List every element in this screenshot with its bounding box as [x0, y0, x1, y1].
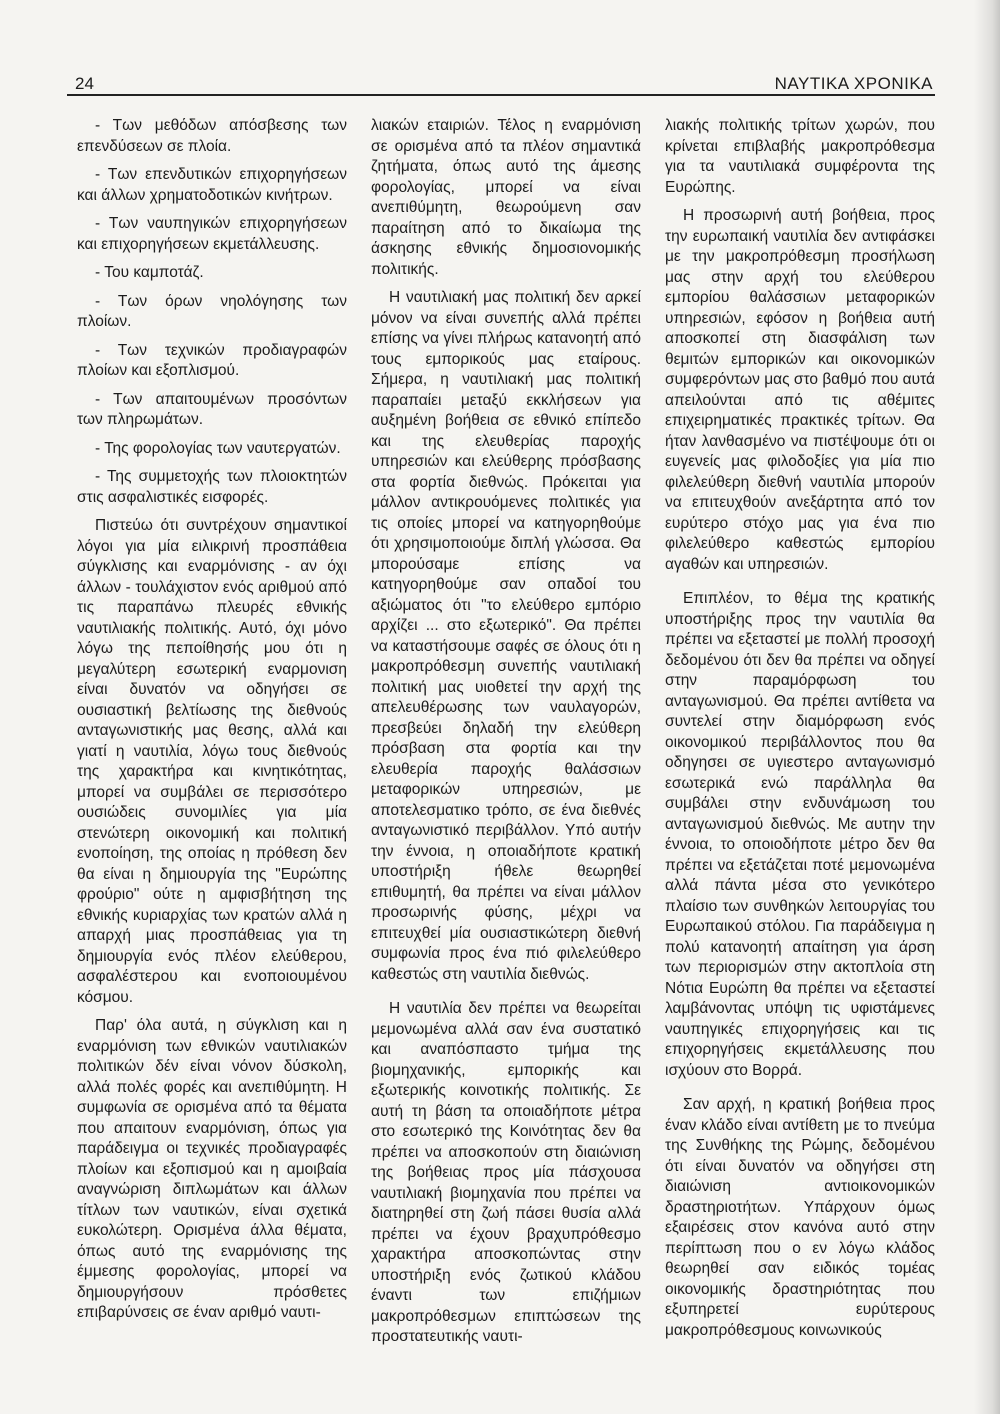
- article-body: [77, 116, 937, 1386]
- paragraph: Σαν αρχή, η κρατική βοήθεια προς έναν κλάδο είναι αντίθετη με το πνεύμα της Συνθήκης της Ρώμης, δεδομένου ότι είναι δυνατόν να οδηγήσει στη διαιώνιση αντιοικονομικών δραστηριοτήτων. Υπάρχουν όμως εξαιρέσεις στον κανόνα αυτό στην περίπτωση που ο εν λόγω κλάδος θεωρηθεί σαν ειδικός τομέας οικονομικής δραστηριότητας που εξυπηρετεί ευρύτερους μακροπρόθεσμους κοινωνικούς: [665, 1096, 935, 1339]
- column-2: [371, 116, 641, 1386]
- paragraph: - Του καμποτάζ.: [95, 264, 204, 281]
- paragraph: - Της φορολογίας των ναυτεργατών.: [95, 439, 341, 457]
- paragraph: λιακής πολιτικής τρίτων χωρών, που κρίνεται επιβλαβής μακροπρόθεσμα για τα ναυτιλιακά συμφέροντα της Ευρώπης.: [665, 117, 935, 196]
- column-1: [77, 116, 347, 1386]
- paragraph: Η ναυτιλιακή μας πολιτική δεν αρκεί μόνον να είναι συνεπής αλλά πρέπει επίσης να γίνει πλήρως κατανοητή από τους εμπορικούς μας εταίρους. Σήμερα, η ναυτιλιακή μας πολιτική παραπαίει μεταξύ εκκλήσεων για αυξημένη βοήθεια σε εθνικό επίπεδο και της ελευθερίας παροχής υπηρεσιών και ελεύθερης πρόσβασης στα φορτία διεθνώς. Πρόκειται για μάλλον αντικρουόμενες πολιτικές για τις οποίες μπορεί να κατηγορηθούμε ότι χρησιμοποιούμε διπλή γλώσσα. Θα μπορούσαμε επίσης να κατηγορηθούμε σαν οπαδοί του αξιώματος ότι "το ελεύθερο εμπόριο αρχίζει ... στο εξωτερικό". Θα πρέπει να καταστήσουμε σαφές σε όλους ότι η μακροπρόθεσμη συνεπής ναυτιλιακή πολιτική μας υιοθετεί την αρχή της απελευθέρωσης των ναυλαγορών, πρεσβεύει δηλαδή την ελεύθερη πρόσβαση στα φορτία και την ελευθερία παροχής θαλάσσιων μεταφορικών υπηρεσιών, με αποτελεσματικο τρόπο, σε ένα διεθνές ανταγωνιστικό περιβάλλον. Υπό αυτήν την έννοια, η οποιαδήποτε κρατική υποστήριξη ήθελε θεωρηθεί επιθυμητή, θα πρέπει να είναι μάλλον προσωρινής φύσης, μέχρι να επιτευχθεί μία ουσιαστικώτερη διεθνή συμφωνία προς ένα πιό φιλελεύθερο καθεστώς στη ναυτιλία διεθνώς.: [371, 289, 641, 983]
- paragraph: Η προσωρινή αυτή βοήθεια, προς την ευρωπαική ναυτιλία δεν αντιφάσκει με την μακροπρόθεσμη προσήλωση μας στην αρχή του ελεύθερου εμπορίου θαλάσσιων μεταφορικών υπηρεσιών, εφόσον η βοήθεια αυτή αποσκοπεί στη διασφάλιση των θεμιτών εμπορικών και οικονομικών συμφερόντων μας στο βαθμό που αυτά απειλούνται από τις αθέμιτες επιχειρηματικές πρακτικές τρίτων. Θα ήταν λανθασμένο να πιστέψουμε ότι οι ευγενείς μας φιλοδοξίες για μία πιο φιλελεύθερη διεθνή ναυτιλία μπορούν να επιτευχθούν ανεξάρτητα από τον ευρύτερο στόχο μας για ένα πιο φιλελεύθερο καθεστώς εμπορίου αγαθών και υπηρεσιών.: [665, 207, 935, 573]
- column-3: [665, 116, 935, 1386]
- paragraph: Επιπλέον, το θέμα της κρατικής υποστήριξης προς την ναυτιλία θα πρέπει να εξεταστεί με πολλή προσοχή δεδομένου ότι δεν θα πρέπει να οδηγεί στην παραμόρφωση του ανταγωνισμού. Θα πρέπει αντίθετα να συντελεί στην διαμόρφωση ενός οικονομικού περιβάλλοντος που θα οδηγησει σε υγιεστερο ανταγωνισμό εσωτερικά ενώ παράλληλα θα συμβάλει στην ενδυνάμωση του ανταγωνισμού διεθνώς. Με αυτην την έννοια, το οποιοδήποτε μέτρο δεν θα πρέπει να εξετάζεται ποτέ μεμονωμένα αλλά πάντα μέσα στο γενικότερο πλαίσιο των συνθηκών λειτουργίας του Ευρωπαικού στόλου. Για παράδειγμα η πολύ κατανοητή απαίτηση για άρση των περιορισμών στην ακτοπλοία στη Νότια Ευρώπη θα πρέπει να εξεταστεί λαμβάνοντας υπόψη τις υφιστάμενες ναυπηγικές επιχορηγήσεις και τις επιχορηγήσεις εκμετάλλευσης που ισχύουν στο Βορρά.: [665, 590, 935, 1079]
- paragraph: - Των ναυπηγικών επιχορηγήσεων και επιχορηγήσεων εκμετάλλευσης.: [77, 215, 347, 253]
- paragraph: - Των τεχνικών προδιαγραφών πλοίων και εξοπλισμού.: [77, 341, 347, 379]
- paragraph: Παρ' όλα αυτά, η σύγκλιση και η εναρμόνιση των εθνικών ναυτιλιακών πολιτικών δέν είναι νόνον δύσκολη, αλλά πολές φορές και ανεπιθύμητη. Η συμφωνία σε ορισμένα από τα θέματα που απαιτουν εναρμόνιση, όπως για παράδειγμα οι τεχνικές προδιαγραφές πλοίων και εξοπισμού και η αμοιβαία αναγνώριση διπλωμάτων και άλλων τίτλων των ναυτικών, είναι σχετικά ευκολώτερη. Ορισμένα άλλα θέματα, όπως αυτό της εναρμόνισης της έμμεσης φορολογίας, μπορεί να δημιουργήσουν πρόσθετες επιβαρύνσεις σε έναν αριθμό ναυτι-: [77, 1017, 347, 1321]
- page-header: [67, 66, 935, 96]
- paragraph: - Των όρων νηολόγησης των πλοίων.: [77, 292, 347, 330]
- paragraph: λιακών εταιριών. Τέλος η εναρμόνιση σε ορισμένα από τα πλέον σημαντικά ζητήματα, όπως αυτό της άμεσης φορολογίας, μπορεί να είναι ανεπιθύμητη, θεωρούμενη σαν παραίτηση από το δικαίωμα της άσκησης εθνικής δημοσιονομικής πολιτικής.: [371, 117, 641, 278]
- paragraph: - Των απαιτουμένων προσόντων των πληρωμάτων.: [77, 390, 347, 428]
- page-edge-shadow: [974, 0, 1000, 1414]
- paragraph: - Της συμμετοχής των πλοιοκτητών στις ασφαλιστικές εισφορές.: [77, 468, 347, 506]
- paragraph: - Των μεθόδων απόσβεσης των επενδύσεων σε πλοία.: [77, 117, 347, 155]
- paragraph: Η ναυτιλία δεν πρέπει να θεωρείται μεμονωμένα αλλά σαν ένα συστατικό και αναπόσπαστο τμήμα της βιομηχανικής, εμπορικής και εξωτερικής κοινοτικής πολιτικής. Σε αυτή τη βάση τα οποιαδήποτε μέτρα στο εσωτερικό της Κοινότητας δεν θα πρέπει να αποσκοπούν στη διαιώνιση της βοήθειας προς μία πάσχουσα ναυτιλιακή βιομηχανία που πρέπει να διατηρηθεί στη ζωή πάσει θυσία αλλά πρέπει να έχουν βραχυπρόθεσμο χαρακτήρα αποσκοπώντας στην υποστήριξη ενός ζωτικού κλάδου έναντι των επιζήμιων μακροπρόθεσμων επιπτώσεων της προστατευτικής ναυτι-: [371, 1000, 641, 1345]
- page-number: 24: [75, 74, 94, 93]
- paragraph: - Των επενδυτικών επιχορηγήσεων και άλλων χρηματοδοτικών κινήτρων.: [77, 166, 347, 204]
- running-title: ΝΑΥΤΙΚΑ ΧΡΟΝΙΚΑ: [774, 74, 933, 93]
- paragraph: Πιστεύω ότι συντρέχουν σημαντικοί λόγοι για μία ειλικρινή προσπάθεια σύγκλισης και εναρμόνισης - αν όχι άλλων - τουλάχιστον ενός αριθμού από τις παραπάνω πλευρές εθνικής ναυτιλιακής πολιτικής. Αυτό, όχι μόνο λόγω της πεποίθησής μου ότι η μεγαλύτερη εσωτερική εναρμονιση είναι δυνατόν να οδηγήσει σε ουσιαστική βελτίωσης της διεθνούς ανταγωνιστικής μας θεσης, αλλά και γιατί η ναυτιλία, λόγω τους διεθνούς της χαρακτήρα και κινητικότητας, μπορεί να συμβάλει σε περισσότερο ουσιώδεις συνομιλίες για μία στενώτερη οικονομική και πολιτική ενοποίηση, της οποίας η πρόθεση δεν θα είναι η δημιουργία της "Ευρώπης φρούριο" ούτε η αμφισβήτηση της εθνικής κυριαρχίας των κρατών αλλά η απαρχή μιας προσπάθειας για τη δημιουργία ενός πλέον ελεύθερου, ασφαλέστερου και ενοποιουμένου κόσμου.: [77, 517, 347, 1006]
